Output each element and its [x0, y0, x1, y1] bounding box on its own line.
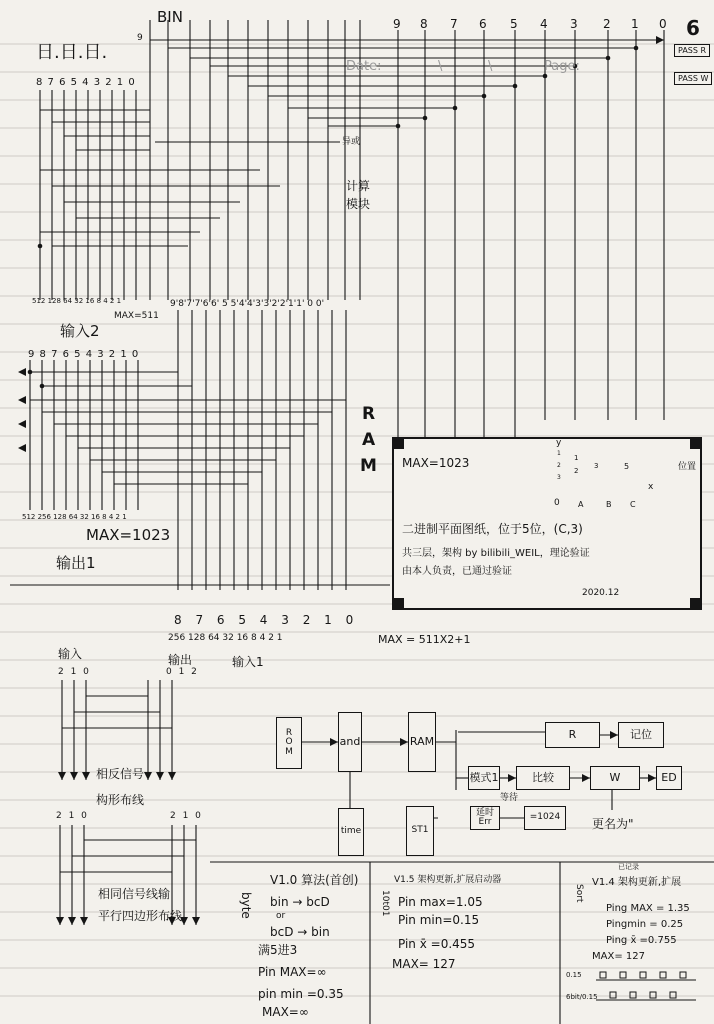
bit-label: 9	[393, 17, 401, 31]
date-label: Date:	[346, 59, 382, 74]
card-line-2: 共三层，架构 by bilibili_WEIL，理论验证	[402, 548, 590, 559]
bit-label: 7	[450, 17, 458, 31]
bottom-weights: 256 128 64 32 16 8 4 2 1	[168, 633, 283, 643]
pass-r-badge: PASS R	[674, 44, 710, 57]
cell-label: 3	[594, 462, 599, 470]
v14-tag: 已记录	[618, 863, 639, 871]
seven-segment-display: 日.日.日.	[36, 42, 108, 63]
axis-y-label: y	[556, 438, 562, 448]
and-label: and	[339, 735, 361, 749]
axis-tick: C	[630, 500, 636, 509]
mode-box	[468, 766, 500, 790]
v10-line-1: bin → bcD	[270, 895, 330, 909]
cell-label: 1	[574, 454, 579, 462]
input-2-label: 输入2	[60, 322, 100, 340]
bit-label: 2	[603, 17, 611, 31]
weights-left: 512 128 64 32 16 8 4 2 1	[32, 297, 122, 305]
delay-err-box	[470, 806, 500, 830]
wait-label: 等待	[500, 793, 519, 803]
cell-label: 2	[574, 467, 579, 475]
cell-label: 5	[624, 462, 630, 471]
card-max: MAX=1023	[402, 456, 470, 470]
time-label: time	[340, 826, 362, 837]
top-feeds	[150, 40, 664, 126]
page-label: Page:	[544, 59, 580, 74]
upper-vertical-bus	[150, 20, 360, 300]
time-box	[338, 808, 364, 856]
v14-bottom-1: 0.15	[566, 971, 582, 979]
v14-line-3: Ping x̄ =0.755	[606, 935, 677, 946]
pass-w-badge: PASS W	[674, 72, 712, 85]
row2-output-bits: 2 1 0	[170, 811, 203, 821]
axis-origin: 0	[554, 498, 560, 508]
w-box	[590, 766, 640, 790]
v14-line-2: Pingmin = 0.25	[606, 919, 684, 930]
v15-side-label: 10t01	[380, 890, 390, 917]
v14-side-label: Sort	[574, 884, 584, 903]
v10-line-4: 满5进3	[258, 943, 298, 957]
date-slash-2: \	[488, 59, 493, 74]
axis-x-label: x	[648, 482, 654, 492]
top-bit-labels	[391, 18, 681, 32]
compute-label: 计算	[346, 179, 371, 193]
bit-label: 6	[479, 17, 487, 31]
card-date: 2020.12	[582, 588, 620, 598]
parallelogram-wiring-label: 平行四边形布线	[98, 909, 183, 923]
v15-line-4: MAX= 127	[392, 957, 456, 971]
input-1-label: 输入1	[232, 655, 264, 669]
ram-letter-a: A	[362, 430, 376, 450]
max-1023-label: MAX=1023	[86, 526, 171, 544]
input-bits: 2 1 0	[58, 667, 91, 677]
axis-tick: 3	[557, 474, 561, 481]
v10-title: V1.0 算法(首创)	[270, 873, 359, 887]
eq1024-box	[524, 806, 566, 830]
v10-line-7: MAX=∞	[262, 1005, 309, 1019]
shape-wiring-label: 构形布线	[96, 793, 145, 807]
ram-letter-m: M	[360, 456, 377, 476]
byte-label: byte	[239, 892, 253, 919]
v10-line-5: Pin MAX=∞	[258, 965, 327, 979]
axis-tick: A	[578, 500, 584, 509]
compare-box	[516, 766, 570, 790]
rom-box	[276, 717, 302, 769]
output-bits: 0 1 2	[166, 667, 199, 677]
input-label: 输入	[58, 647, 83, 661]
card-line-3: 由本人负责，已通过验证	[402, 566, 512, 577]
v15-line-1: Pin max=1.05	[398, 895, 483, 909]
v10-line-3: bcD → bin	[270, 925, 330, 939]
position-label: 位置	[678, 462, 697, 472]
card-line-1: 二进制平面图纸，位于5位，(C,3)	[402, 522, 583, 536]
compare-label: 比较	[532, 771, 554, 785]
row2-input-bits: 2 1 0	[56, 811, 89, 821]
v15-line-2: Pin min=0.15	[398, 913, 480, 927]
memory-box	[618, 722, 664, 748]
same-signal-label: 相同信号线输	[98, 887, 171, 901]
eq1024-label: =1024	[529, 812, 561, 823]
bin-title: BIN	[157, 8, 183, 26]
v10-line-2: or	[276, 911, 286, 921]
bit-label: 0	[659, 17, 667, 31]
v14-line-1: Ping MAX = 1.35	[606, 903, 690, 914]
ed-box	[656, 766, 682, 790]
card-corner	[392, 598, 404, 610]
max-511: MAX=511	[114, 311, 159, 321]
reverse-signal-label: 相反信号	[96, 767, 145, 781]
delay-err-label: 延时Err	[475, 807, 494, 827]
r-box	[545, 722, 600, 748]
axis-tick: B	[606, 500, 612, 509]
v14-line-4: MAX= 127	[592, 951, 645, 962]
and-gate-box	[338, 712, 362, 772]
xor-label: 异或	[342, 137, 361, 147]
module-label: 模块	[346, 197, 371, 211]
ram-label: RAM	[409, 735, 435, 749]
weights-left-2: 512 256 128 64 32 16 8 4 2 1	[22, 513, 127, 521]
seg-superscript: 9	[137, 33, 143, 43]
output-label: 输出	[168, 653, 193, 667]
card-corner	[690, 437, 702, 449]
bit-label: 3	[570, 17, 578, 31]
bottom-bit-labels: 8 7 6 5 4 3 2 1 0	[174, 613, 359, 627]
w-label: W	[609, 771, 621, 785]
ram-box	[408, 712, 436, 772]
v14-title: V1.4 架构更新,扩展	[592, 877, 682, 888]
page-number: 6	[686, 16, 700, 40]
date-slash-1: \	[438, 59, 443, 74]
v15-line-3: Pin x̄ =0.455	[398, 937, 476, 951]
card-corner	[690, 598, 702, 610]
card-corner	[392, 437, 404, 449]
memory-label: 记位	[630, 728, 652, 742]
v14-mini-diagram	[592, 966, 702, 1006]
rom-label: R O M	[285, 727, 293, 757]
signal-wiring-1	[62, 680, 172, 780]
r-label: R	[568, 728, 577, 742]
bit-label: 1	[631, 17, 639, 31]
mode-label: 模式1	[469, 771, 499, 785]
bit-label: 4	[540, 17, 548, 31]
st1-label: ST1	[411, 825, 429, 836]
row2-bit-labels: 9 8 7 6 5 4 3 2 1 0	[28, 349, 140, 360]
v14-bottom-2: 6bit/0.15	[566, 993, 598, 1001]
v15-title: V1.5 架构更新,扩展启动器	[394, 875, 502, 885]
ram-letter-r: R	[362, 404, 376, 424]
max-formula: MAX = 511X2+1	[378, 633, 471, 646]
bit-label: 8	[420, 17, 428, 31]
axis-tick: 1	[557, 450, 561, 457]
ed-label: ED	[661, 771, 677, 785]
axis-tick: 2	[557, 462, 561, 469]
info-card	[392, 437, 702, 610]
output-1-label: 输出1	[56, 554, 96, 572]
bit-label: 5	[510, 17, 518, 31]
st1-box	[406, 806, 434, 856]
primes-row: 9'8'7'7'6'6' 5 5'4'4'3'3'2'2'1'1' 0 0'	[170, 299, 325, 309]
rename-label: 更名为"	[592, 817, 634, 831]
v10-line-6: pin min =0.35	[258, 987, 344, 1001]
seg-bit-labels: 8 7 6 5 4 3 2 1 0	[36, 77, 136, 88]
